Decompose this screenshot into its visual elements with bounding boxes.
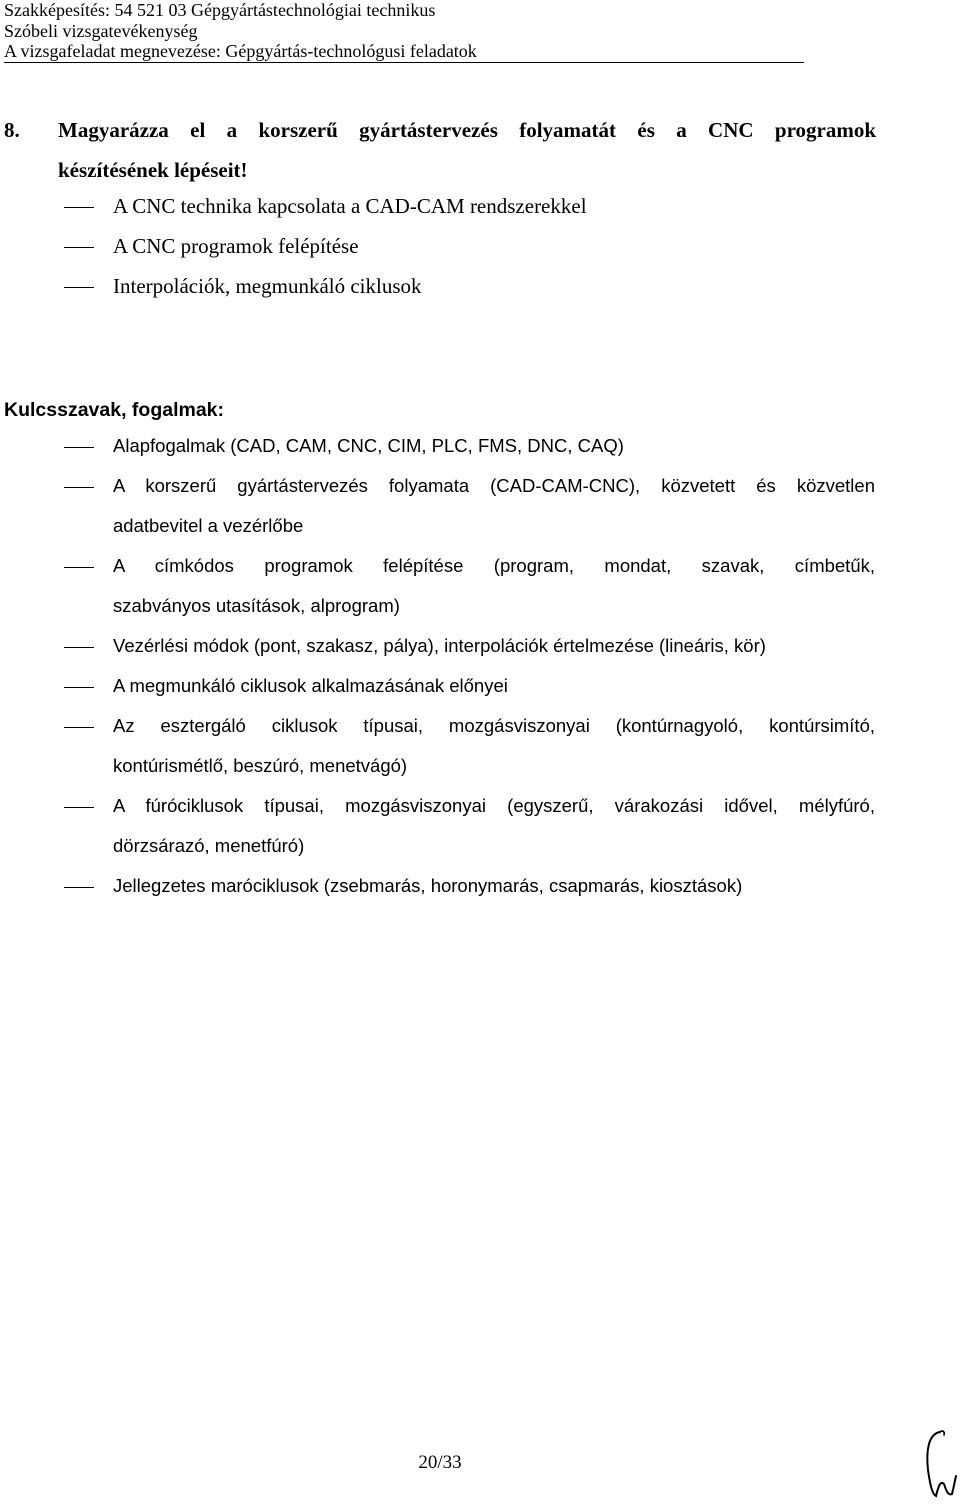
keyword-line: A fúróciklusok típusai, mozgásviszonyai (egyszerű, várakozási idővel, mélyfúró, — [113, 795, 875, 816]
topic-text: A CNC technika kapcsolata a CAD-CAM rendszerekkel — [113, 194, 587, 218]
topic-text: A CNC programok felépítése — [113, 234, 359, 258]
keyword-text — [113, 706, 875, 786]
header-exam-type: Szóbeli vizsgatevékenység — [4, 20, 198, 41]
keyword-line: szabványos utasítások, alprogram) — [113, 595, 400, 616]
topic-item — [0, 186, 960, 226]
keyword-line: Jellegzetes maróciklusok (zsebmarás, horonymarás, csapmarás, kiosztások) — [113, 875, 743, 896]
keyword-line: Vezérlési módok (pont, szakasz, pálya), interpolációk értelmezése (lineáris, kör) — [113, 635, 766, 656]
topic-item — [0, 266, 960, 306]
dash-bullet-icon — [64, 727, 94, 728]
page-number: 20/33 — [418, 1452, 462, 1473]
header-task-name: A vizsgafeladat megnevezése: Gépgyártás-technológusi feladatok — [4, 41, 477, 61]
task-title-line-2: készítésének lépéseit! — [58, 158, 248, 182]
keyword-line: A címkódos programok felépítése (program, mondat, szavak, címbetűk, — [113, 555, 875, 576]
keyword-item — [0, 706, 960, 786]
keyword-item — [0, 426, 960, 466]
topic-text: Interpolációk, megmunkáló ciklusok — [113, 274, 422, 298]
topic-item — [0, 226, 960, 266]
keyword-item — [0, 866, 960, 906]
topic-list — [0, 186, 960, 306]
keyword-text — [113, 866, 875, 906]
keyword-line: kontúrismétlő, beszúró, menetvágó) — [113, 755, 408, 776]
keyword-list — [0, 426, 960, 906]
keyword-text — [113, 786, 875, 866]
keyword-item — [0, 546, 960, 626]
keyword-text — [113, 546, 875, 626]
keyword-item — [0, 666, 960, 706]
keyword-line: Alapfogalmak (CAD, CAM, CNC, CIM, PLC, FMS, DNC, CAQ) — [113, 435, 624, 456]
signature-mark — [918, 1426, 958, 1500]
keyword-text — [113, 426, 875, 466]
keyword-line: adatbevitel a vezérlőbe — [113, 515, 304, 536]
dash-bullet-icon — [64, 247, 94, 248]
task-title-line-1: Magyarázza el a korszerű gyártástervezés folyamatát és a CNC programok — [58, 118, 876, 142]
keyword-text — [113, 466, 875, 546]
dash-bullet-icon — [64, 887, 94, 888]
keyword-line: dörzsárazó, menetfúró) — [113, 835, 305, 856]
keyword-item — [0, 786, 960, 866]
header-qualification: Szakképesítés: 54 521 03 Gépgyártástechnológiai technikus — [4, 0, 436, 20]
keyword-item — [0, 626, 960, 666]
task-heading — [4, 110, 876, 190]
dash-bullet-icon — [64, 807, 94, 808]
keyword-line: A megmunkáló ciklusok alkalmazásának előnyei — [113, 675, 508, 696]
keyword-item — [0, 466, 960, 546]
dash-bullet-icon — [64, 447, 94, 448]
dash-bullet-icon — [64, 567, 94, 568]
keyword-text — [113, 626, 875, 666]
dash-bullet-icon — [64, 207, 94, 208]
dash-bullet-icon — [64, 647, 94, 648]
dash-bullet-icon — [64, 687, 94, 688]
task-number: 8. — [4, 118, 20, 142]
dash-bullet-icon — [64, 487, 94, 488]
keywords-title: Kulcsszavak, fogalmak: — [4, 399, 225, 421]
document-header — [4, 0, 804, 63]
keyword-line: Az esztergáló ciklusok típusai, mozgásviszonyai (kontúrnagyoló, kontúrsimító, — [113, 715, 875, 736]
signature-icon — [918, 1426, 958, 1500]
keyword-text — [113, 666, 875, 706]
keyword-line: A korszerű gyártástervezés folyamata (CAD-CAM-CNC), közvetett és közvetlen — [113, 475, 875, 496]
dash-bullet-icon — [64, 287, 94, 288]
